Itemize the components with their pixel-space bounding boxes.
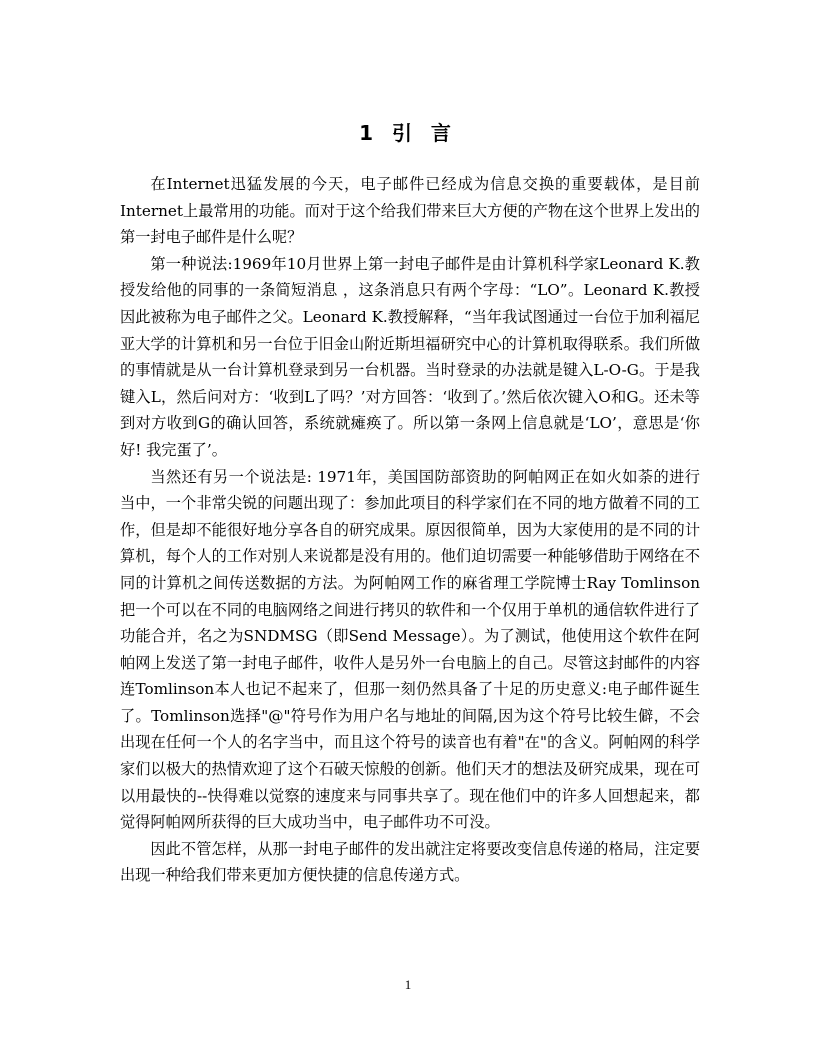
paragraph-second-theory: 当然还有另一个说法是: 1971年，美国国防部资助的阿帕网正在如火如荼的进行当中，一个非常尖锐的问题出现了：参加此项目的科学家们在不同的地方做着不同的工作，但是却不能很好地分享各自的研究成果。原因很简单，因为大家使用的是不同的计算机，每个人的工作对别人来说都是没有用的。他们迫切需要一种能够借助于网络在不同的计算机之间传送数据的方法。为阿帕网工作的麻省理工学院博士Ray Tomlinson把一个可以在不同的电脑网络之间进行拷贝的软件和一个仅用于单机的通信软件进行了功能合并，名之为SNDMSG（即Send Message）。为了测试，他使用这个软件在阿帕网上发送了第一封电子邮件，收件人是另外一台电脑上的自己。尽管这封邮件的内容连Tomlinson本人也记不起来了，但那一刻仍然具备了十足的历史意义:电子邮件诞生了。Tomlinson选择"@"符号作为用户名与地址的间隔,因为这个符号比较生僻，不会出现在任何一个人的名字当中，而且这个符号的读音也有着"在"的含义。阿帕网的科学家们以极大的热情欢迎了这个石破天惊般的创新。他们天才的想法及研究成果，现在可以用最快的--快得难以觉察的速度来与同事共享了。现在他们中的许多人回想起来，都觉得阿帕网所获得的巨大成功当中，电子邮件功不可没。 bbox=[120, 467, 700, 832]
page-number: 1 bbox=[404, 977, 412, 992]
paragraph-conclusion: 因此不管怎样，从那一封电子邮件的发出就注定将要改变信息传递的格局，注定要出现一种给我们带来更加方便快捷的信息传递方式。 bbox=[120, 839, 700, 885]
section-title: 1 引 言 bbox=[359, 121, 457, 145]
paragraph-first-theory: 第一种说法:1969年10月世界上第一封电子邮件是由计算机科学家Leonard K.教授发给他的同事的一条简短消息 ，这条消息只有两个字母：“LO”。Leonard K.教授因此被称为电子邮件之父。Leonard K.教授解释，“当年我试图通过一台位于加利福尼亚大学的计算机和另一台位于旧金山附近斯坦福研究中心的计算机取得联系。我们所做的事情就是从一台计算机登录到另一台机器。当时登录的办法就是键入L-O-G。于是我键入L，然后问对方：‘收到L了吗？’对方回答：‘收到了。’然后依次键入O和G。还未等到对方收到G的确认回答，系统就瘫痪了。所以第一条网上信息就是‘LO’，意思是‘你好! 我完蛋了’。 bbox=[120, 254, 700, 459]
body-text bbox=[120, 171, 700, 889]
paragraph-intro: 在Internet迅猛发展的今天，电子邮件已经成为信息交换的重要载体，是目前Internet上最常用的功能。而对于这个给我们带来巨大方便的产物在这个世界上发出的第一封电子邮件是什么呢？ bbox=[120, 175, 700, 247]
